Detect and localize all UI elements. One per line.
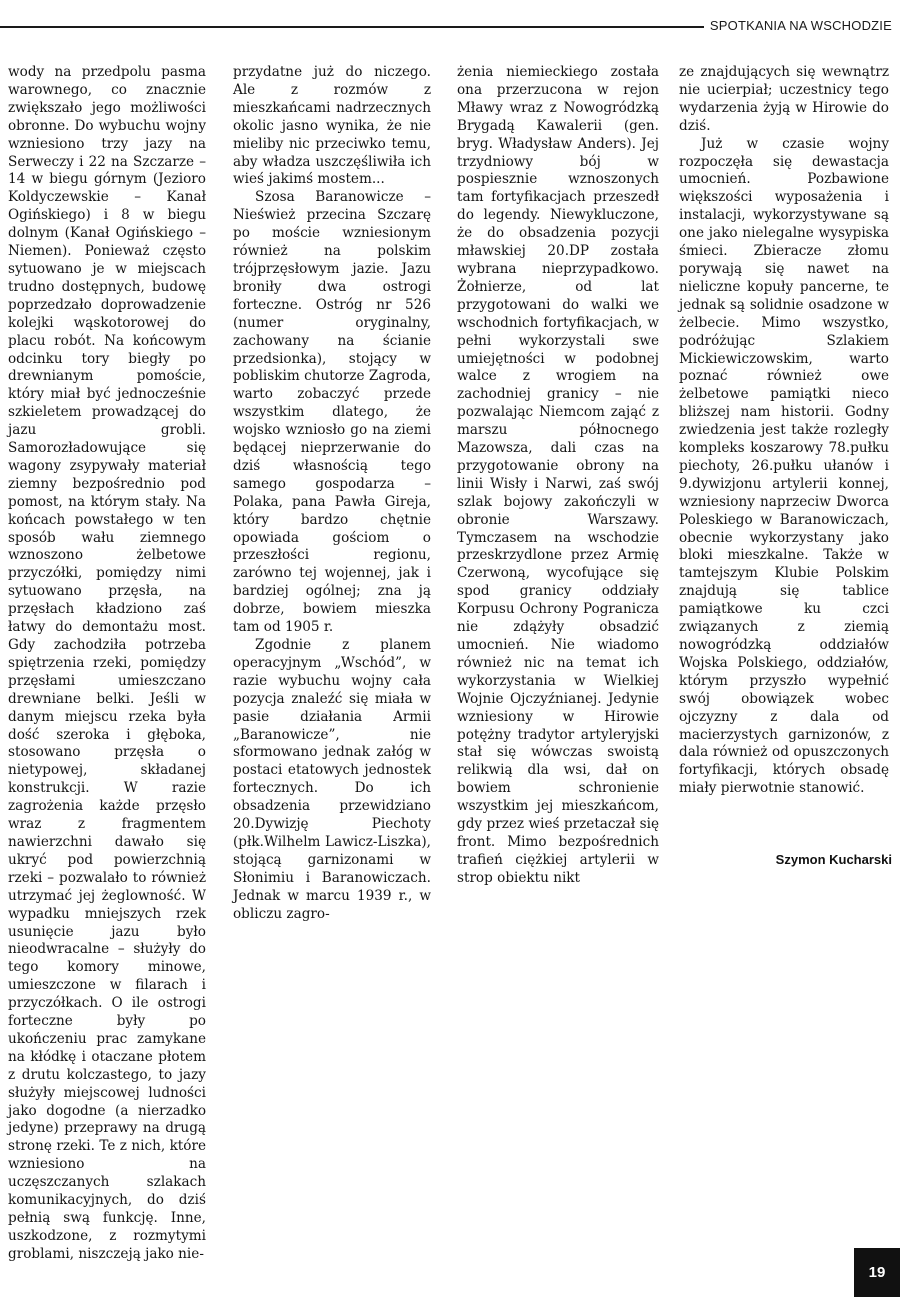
section-title: SPOTKANIA NA WSCHODZIE: [709, 18, 892, 33]
paragraph: żenia niemieckiego została ona przerzucona w rejon Mławy wraz z Nowogródzką Brygadą Kawalerii (gen. bryg. Władysław Anders). Jej trzydniowy bój w pospiesznie wznoszonych tam fortyfikacjach przeszedł do legendy. Niewykluczone, że do obsadzenia pozycji mławskiej 20.DP została wybrana nieprzypadkowo. Żołnierze, od lat przygotowani do walki we wschodnich fortyfikacjach, w pełni wykorzystali swe umiejętności w podobnej walce z wrogiem na zachodniej granicy – nie pozwalając Niemcom zająć z marszu północnego Mazowsza, dali czas na przygotowanie obrony na linii Wisły i Narwi, zaś swój szlak bojowy zakończyli w obronie Warszawy. Tymczasem na wschodzie przeskrzydlone przez Armię Czerwoną, wycofujące się spod granicy oddziały Korpusu Ochrony Pogranicza nie zdążyły obsadzić umocnień. Nie wiadomo również nic na temat ich wykorzystania w Wielkiej Wojnie Ojczyźnianej. Jedynie wzniesiony w Hirowie potężny tradytor artyleryjski stał się wówczas swoistą relikwią dla wsi, dał on bowiem schronienie wszystkim jej mieszkańcom, gdy przez wieś przetaczał się front. Mimo bezpośrednich trafień ciężkiej artylerii w strop obiektu nikt: [457, 64, 659, 886]
article-column-3: [457, 64, 659, 888]
article-column-1: [8, 64, 206, 1264]
paragraph: wody na przedpolu pasma warownego, co znacznie zwiększało jego możliwości obronne. Do wybuchu wojny wzniesiono trzy jazy na Serweczy i 22 na Szczarze – 14 w biegu górnym (Jezioro Koldyczewskie – Kanał Ogińskiego) i 8 w biegu dolnym (Kanał Ogińskiego – Niemen). Ponieważ często sytuowano je w miejscach trudno dostępnych, budowę poprzedzało doprowadzenie kolejki wąskotorowej do placu robót. Na końcowym odcinku tory biegły po drewnianym pomoście, który miał być jednocześnie szkieletem prowadzącej do jazu grobli. Samorozładowujące się wagony zsypywały materiał ziemny bezpośrednio pod pomost, na którym stały. Na końcach powstałego w ten sposób wału ziemnego wznoszono żelbetowe przyczółki, pomiędzy nimi sytuowano przęsła, na przęsłach kładziono zaś łatwy do demontażu most. Gdy zachodziła potrzeba spiętrzenia rzeki, pomiędzy przęsłami umieszczano drewniane belki. Jeśli w danym miejscu rzeka była dość szeroka i głęboka, stosowano przęsła o nietypowej, składanej konstrukcji. W razie zagrożenia każde przęsło wraz z fragmentem nawierzchni dawało się ukryć pod powierzchnią rzeki – pozwalało to również utrzymać jej żeglowność. W wypadku mniejszych rzek usunięcie jazu było nieodwracalne – służyły do tego komory minowe, umieszczone w filarach i przyczółkach. O ile ostrogi forteczne były po ukończeniu prac zamykane na kłódkę i otaczane płotem z drutu kolczastego, to jazy służyły miejscowej ludności jako dogodne (a nierzadko jedyne) przeprawy na drugą stronę rzeki. Te z nich, które wzniesiono na uczęszczanych szlakach komunikacyjnych, do dziś pełnią swą funkcję. Inne, uszkodzone, z rozmytymi groblami, niszczeją jako nie-: [8, 64, 206, 1262]
paragraph: Już w czasie wojny rozpoczęła się dewastacja umocnień. Pozbawione większości wyposażenia i instalacji, wykorzystywane są one jako nielegalne wysypiska śmieci. Zbieracze złomu porywają się nawet na nieliczne kopuły pancerne, te jednak są solidnie osadzone w żelbecie. Mimo wszystko, podróżując Szlakiem Mickiewiczowskim, warto poznać również owe żelbetowe pamiątki nieco bliższej nam historii. Godny zwiedzenia jest także rozległy kompleks koszarowy 78.pułku piechoty, 26.pułku ułanów i 9.dywizjonu artylerii konnej, wzniesiony naprzeciw Dworca Poleskiego w Baranowiczach, obecnie wykorzystany jako bloki mieszkalne. Także w tamtejszym Klubie Polskim znajdują się tablice pamiątkowe ku czci związanych z ziemią nowogródzką oddziałów Wojska Polskiego, oddziałów, którym przyszło wypełnić swój obowiązek wobec ojczyzny z dala od macierzystych garnizonów, z dala również od opuszczonych fortyfikacji, których obsadę miały pierwotnie stanowić.: [679, 135, 889, 797]
paragraph: Zgodnie z planem operacyjnym „Wschód”, w razie wybuchu wojny cała pozycja znaleźć się miała w pasie działania Armii „Baranowicze”, nie sformowano jednak załóg w postaci etatowych jednostek fortecznych. Do ich obsadzenia przewidziano 20.Dywizję Piechoty (płk.Wilhelm Lawicz-Liszka), stojącą garnizonami w Słonimiu i Baranowiczach. Jednak w marcu 1939 r., w obliczu zagro-: [233, 637, 431, 922]
article-column-4: [679, 64, 889, 798]
paragraph: przydatne już do niczego. Ale z rozmów z mieszkańcami nadrzecznych okolic jasno wynika, że nie mieliby nic przeciwko temu, aby władza uszczęśliwiła ich wieś jakimś mostem...: [233, 64, 431, 188]
article-column-2: [233, 64, 431, 924]
paragraph: Szosa Baranowicze – Nieśwież przecina Szczarę po moście wzniesionym również na polskim trójprzęsłowym jazie. Jazu broniły dwa ostrogi forteczne. Ostróg nr 526 (numer oryginalny, zachowany na ścianie przedsionka), stojący w pobliskim chutorze Zagroda, warto zobaczyć przede wszystkim dlatego, że wojsko wzniosło go na ziemi będącej nieprzerwanie do dziś własnością tego samego gospodarza – Polaka, pana Pawła Gireja, który bardzo chętnie opowiada gościom o przeszłości regionu, zarówno tej wojennej, jak i bardziej ogólnej; zna ją dobrze, bowiem mieszka tam od 1905 r.: [233, 189, 431, 636]
page-number: 19: [854, 1248, 900, 1297]
author-byline: Szymon Kucharski: [775, 852, 892, 867]
header-rule: [0, 26, 704, 28]
paragraph: ze znajdujących się wewnątrz nie ucierpiał; uczestnicy tego wydarzenia żyją w Hirowie do dziś.: [679, 64, 889, 134]
